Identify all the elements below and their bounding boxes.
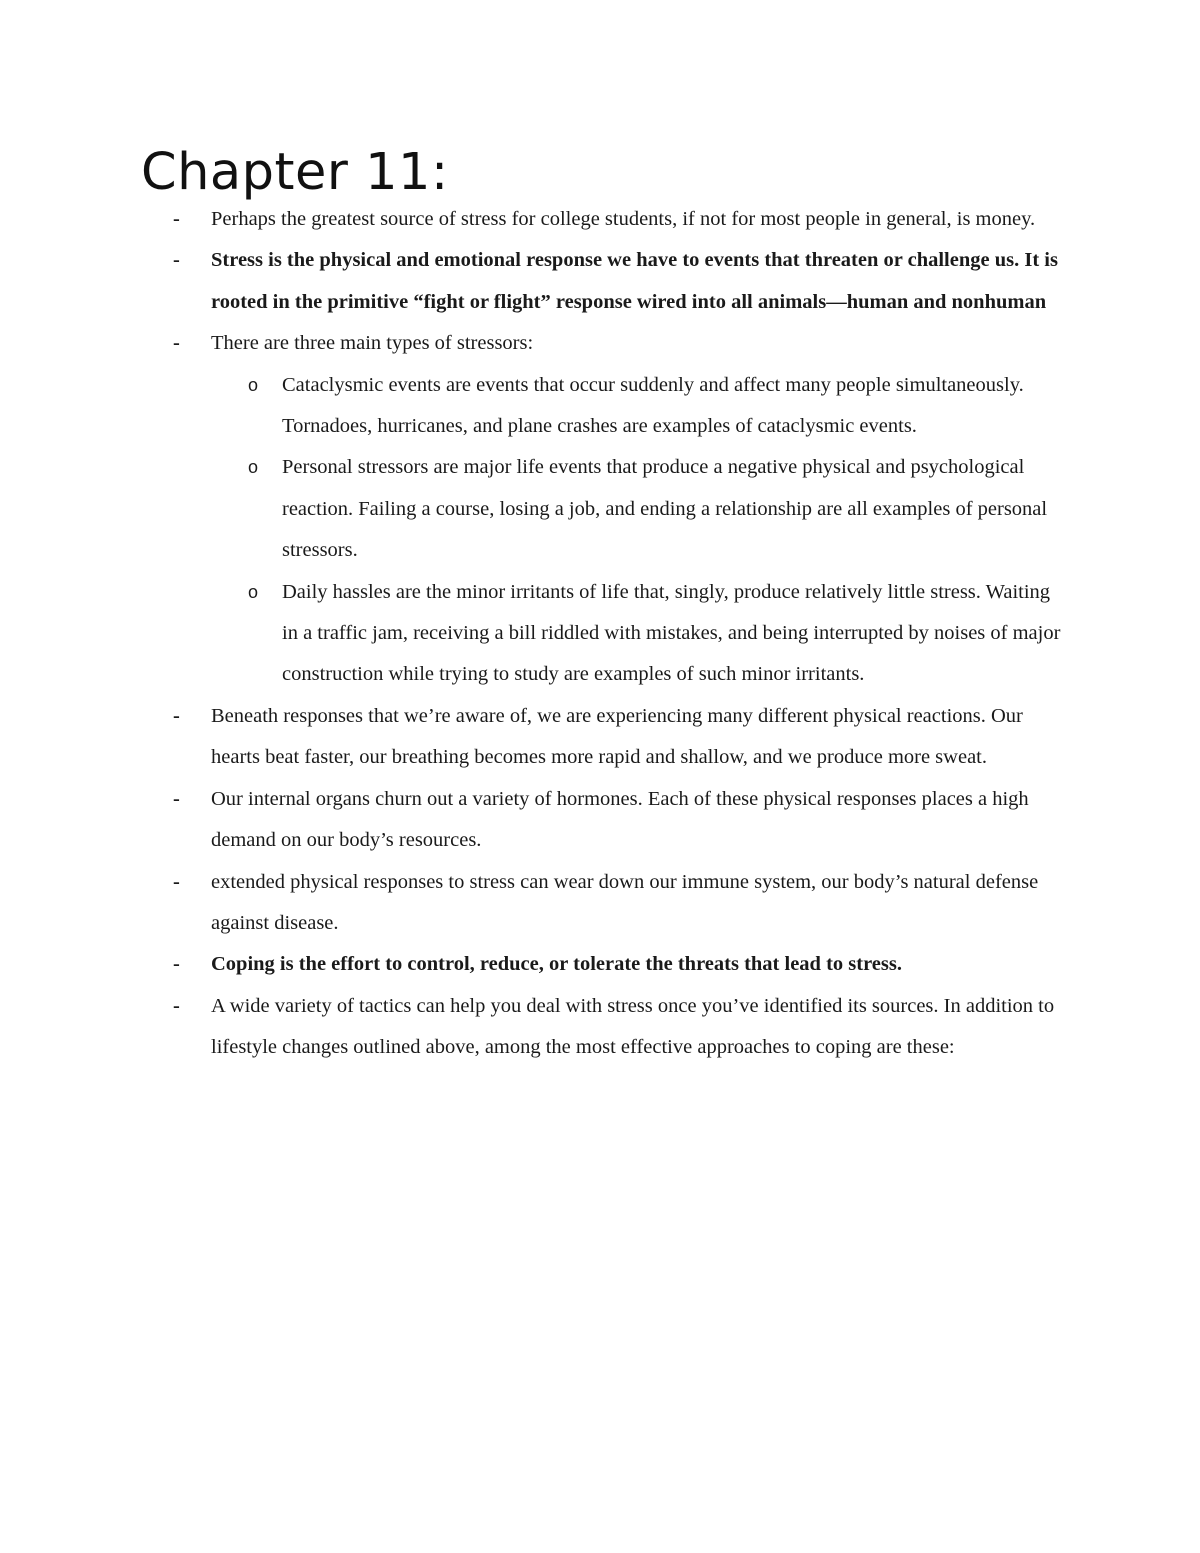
list-item-bold: [0, 944, 1200, 985]
list-item: [0, 986, 1200, 1069]
dash-bullet: -: [173, 953, 180, 976]
list-item-text: A wide variety of tactics can help you deal with stress once you’ve identified its sources. In addition to lifestyle changes outlined above, among the most effective approaches to coping are these:: [211, 994, 1055, 1059]
list-item: [0, 323, 1200, 696]
list-item: [0, 779, 1200, 862]
list-item: [0, 862, 1200, 945]
list-item-text: There are three main types of stressors:: [211, 332, 534, 355]
list-item-text: Our internal organs churn out a variety of hormones. Each of these physical responses places a high demand on our body’s resources.: [211, 787, 1029, 852]
circle-bullet: o: [248, 581, 259, 602]
sub-list-item-text: Daily hassles are the minor irritants of life that, singly, produce relatively little stress. Waiting in a traffic jam, receiving a bill riddled with mistakes, and being interrupted by noises of major construction while trying to study are examples of such minor irritants.: [282, 580, 1061, 686]
sub-list-item-text: Personal stressors are major life events that produce a negative physical and psychological reaction. Failing a course, losing a job, and ending a relationship are all examples of personal stressors.: [282, 456, 1048, 562]
sub-bullet-list: [211, 365, 1070, 696]
circle-bullet: o: [248, 374, 259, 395]
sub-list-item: [248, 572, 1070, 696]
chapter-title: Chapter 11:: [141, 143, 449, 202]
dash-bullet: -: [173, 332, 180, 355]
list-item-text: Perhaps the greatest source of stress for college students, if not for most people in general, is money.: [211, 208, 1036, 230]
dash-bullet: -: [173, 249, 180, 272]
sub-list-item-text: Cataclysmic events are events that occur suddenly and affect many people simultaneously. Tornadoes, hurricanes, and plane crashes are examples of cataclysmic events.: [282, 373, 1024, 438]
circle-bullet: o: [248, 457, 259, 478]
list-item-text: Beneath responses that we’re aware of, we are experiencing many different physical reactions. Our hearts beat faster, our breathing becomes more rapid and shallow, and we produce more sweat.: [211, 704, 1023, 769]
list-item-text: Coping is the effort to control, reduce, or tolerate the threats that lead to stress.: [211, 953, 902, 976]
list-item: [0, 199, 1200, 240]
dash-bullet: -: [173, 994, 180, 1017]
list-item-bold: [0, 240, 1200, 323]
bullet-list: [0, 199, 1200, 1069]
list-item-text: Stress is the physical and emotional response we have to events that threaten or challenge us. It is rooted in the primitive “fight or flight” response wired into all animals—human and nonhuman: [211, 249, 1058, 313]
dash-bullet: -: [173, 870, 180, 893]
list-item: [0, 696, 1200, 779]
sub-list-item: [248, 447, 1070, 571]
list-item-text: extended physical responses to stress can wear down our immune system, our body’s natural defense against disease.: [211, 870, 1039, 934]
dash-bullet: -: [173, 208, 180, 230]
sub-list-item: [248, 365, 1070, 448]
dash-bullet: -: [173, 787, 180, 810]
dash-bullet: -: [173, 704, 180, 727]
